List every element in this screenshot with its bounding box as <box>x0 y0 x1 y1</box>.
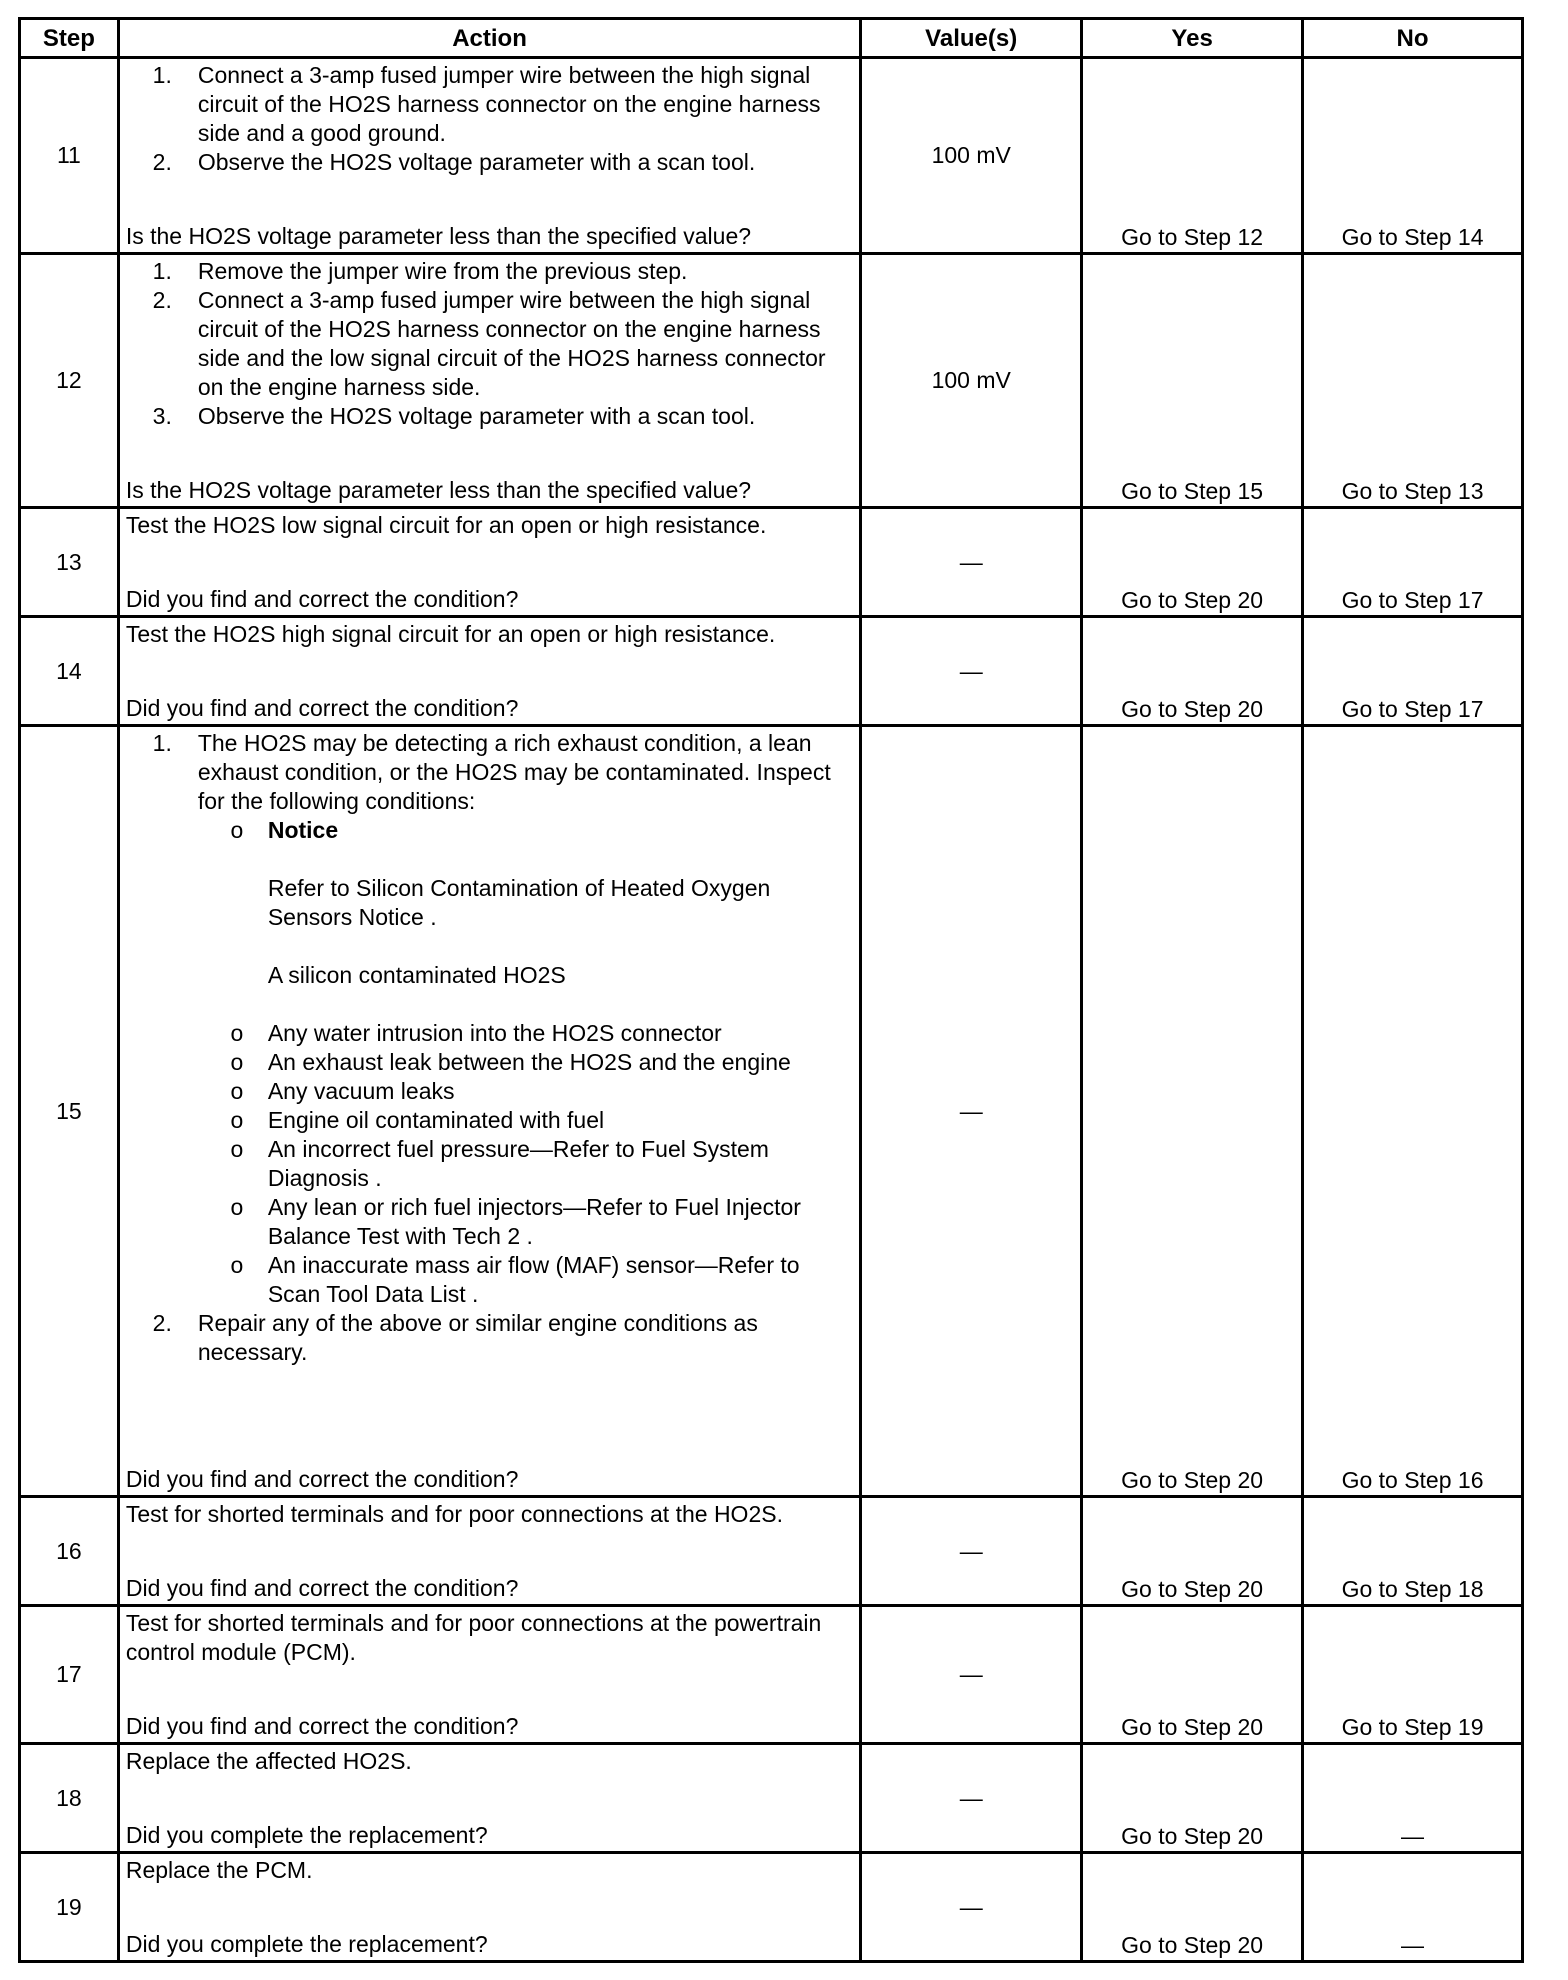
yes-cell: Go to Step 20 <box>1082 726 1303 1497</box>
action-text: Replace the affected HO2S. <box>125 1748 412 1774</box>
list-item: 1. The HO2S may be detecting a rich exhaust condition, a lean exhaust condition, or the HO2S may be contaminated. Inspect for the following conditions: o Notice Refer to Silicon Contamination of Heated Oxygen Sensors Notice . A silicon contaminated HO2S o Any water intrusion into the HO2S connector o An exhaust leak between the HO2S and the engine o Any vacuum leaks o Engine oil contaminated with fuel o An incorrect fuel pressure—Refer to Fuel System Diagnosis . o Any lean or rich fuel injectors—Refer to Fuel Injector Balance Test with Tech 2 . o An inaccurate mass air flow (MAF) sensor—Refer to Scan Tool Data List . <box>126 729 855 1309</box>
bullet-icon: o <box>230 817 244 843</box>
list-item: 2. Repair any of the above or similar engine conditions as necessary. <box>152 1310 758 1365</box>
action-text: The HO2S may be detecting a rich exhaust condition, a lean exhaust condition, or the HO2S may be contaminated. Inspect for the following conditions: <box>197 730 831 814</box>
step-number: 14 <box>20 617 119 726</box>
header-action: Action <box>118 19 860 58</box>
list-item: 1. Connect a 3-amp fused jumper wire between the high signal circuit of the HO2S harness connector on the engine harness side and a good ground. <box>152 62 821 146</box>
action-text: Replace the PCM. <box>125 1857 313 1883</box>
table-row <box>20 58 1523 254</box>
action-text: Test the HO2S high signal circuit for an open or high resistance. <box>125 621 776 647</box>
yes-cell: Go to Step 20 <box>1082 508 1303 617</box>
action-cell <box>118 1606 860 1744</box>
step-number: 18 <box>20 1744 119 1853</box>
header-values: Value(s) <box>861 19 1082 58</box>
no-cell: Go to Step 19 <box>1303 1606 1523 1744</box>
step-number: 11 <box>20 58 119 254</box>
list-item <box>198 816 835 1019</box>
action-question: Did you find and correct the condition? <box>125 1466 519 1492</box>
header-yes: Yes <box>1082 19 1303 58</box>
yes-cell: Go to Step 20 <box>1082 617 1303 726</box>
action-question: Is the HO2S voltage parameter less than the specified value? <box>125 477 752 503</box>
notice-sub: A silicon contaminated HO2S <box>267 962 566 988</box>
action-question: Did you find and correct the condition? <box>125 1713 519 1739</box>
list-item: o An incorrect fuel pressure—Refer to Fuel System Diagnosis . <box>198 1135 835 1193</box>
notice-title: Notice <box>267 817 339 843</box>
step-number: 17 <box>20 1606 119 1744</box>
no-cell: Go to Step 13 <box>1303 254 1523 508</box>
action-cell <box>118 617 860 726</box>
list-item: o An inaccurate mass air flow (MAF) sensor—Refer to Scan Tool Data List . <box>198 1251 835 1309</box>
value-cell: — <box>861 726 1082 1497</box>
action-text: Test for shorted terminals and for poor connections at the powertrain control module (PCM). <box>125 1610 822 1665</box>
bullet-icon: o <box>230 1078 244 1104</box>
notice-text: Refer to Silicon Contamination of Heated Oxygen Sensors Notice . <box>267 875 771 930</box>
value-cell: — <box>861 1853 1082 1962</box>
table-row <box>20 1744 1523 1853</box>
action-cell <box>118 1744 860 1853</box>
table-row <box>20 726 1523 1497</box>
action-text: Test for shorted terminals and for poor connections at the HO2S. <box>125 1501 783 1527</box>
table-row <box>20 617 1523 726</box>
no-cell: Go to Step 17 <box>1303 508 1523 617</box>
no-cell: — <box>1303 1744 1523 1853</box>
list-item: 1. Remove the jumper wire from the previous step. <box>152 258 688 284</box>
list-item: o Any water intrusion into the HO2S connector <box>198 1019 835 1048</box>
step-number: 16 <box>20 1497 119 1606</box>
table-row <box>20 254 1523 508</box>
no-cell: Go to Step 14 <box>1303 58 1523 254</box>
yes-cell: Go to Step 20 <box>1082 1853 1303 1962</box>
yes-cell: Go to Step 12 <box>1082 58 1303 254</box>
no-cell: Go to Step 16 <box>1303 726 1523 1497</box>
action-cell <box>118 58 860 254</box>
table-row <box>20 1606 1523 1744</box>
step-number: 19 <box>20 1853 119 1962</box>
step-number: 13 <box>20 508 119 617</box>
list-item: o Any vacuum leaks <box>198 1077 835 1106</box>
bullet-icon: o <box>230 1194 244 1220</box>
action-question: Did you complete the replacement? <box>125 1822 488 1848</box>
action-list <box>126 61 855 177</box>
list-item: 3. Observe the HO2S voltage parameter with a scan tool. <box>152 403 756 429</box>
value-cell: — <box>861 508 1082 617</box>
yes-cell: Go to Step 15 <box>1082 254 1303 508</box>
value-cell: 100 mV <box>861 254 1082 508</box>
header-no: No <box>1303 19 1523 58</box>
no-cell: — <box>1303 1853 1523 1962</box>
bullet-icon: o <box>230 1252 244 1278</box>
list-item: 2. Connect a 3-amp fused jumper wire between the high signal circuit of the HO2S harness connector on the engine harness side and the low signal circuit of the HO2S harness connector on the engine harness side. <box>152 287 826 400</box>
value-cell: 100 mV <box>861 58 1082 254</box>
action-list <box>126 729 855 1367</box>
action-question: Is the HO2S voltage parameter less than the specified value? <box>125 223 752 249</box>
value-cell: — <box>861 1744 1082 1853</box>
step-number: 12 <box>20 254 119 508</box>
action-cell <box>118 254 860 508</box>
value-cell: — <box>861 1497 1082 1606</box>
header-row <box>20 19 1523 58</box>
bullet-icon: o <box>230 1107 244 1133</box>
action-question: Did you find and correct the condition? <box>125 1575 519 1601</box>
no-cell: Go to Step 17 <box>1303 617 1523 726</box>
list-item: o An exhaust leak between the HO2S and the engine <box>198 1048 835 1077</box>
bullet-icon: o <box>230 1136 244 1162</box>
list-item: o Any lean or rich fuel injectors—Refer to Fuel Injector Balance Test with Tech 2 . <box>198 1193 835 1251</box>
action-cell <box>118 1853 860 1962</box>
condition-list <box>198 816 835 1309</box>
action-cell <box>118 1497 860 1606</box>
table-row <box>20 1853 1523 1962</box>
yes-cell: Go to Step 20 <box>1082 1606 1303 1744</box>
list-item: o Engine oil contaminated with fuel <box>198 1106 835 1135</box>
action-cell <box>118 508 860 617</box>
action-question: Did you complete the replacement? <box>125 1931 488 1957</box>
no-cell: Go to Step 18 <box>1303 1497 1523 1606</box>
action-list <box>126 257 855 431</box>
list-item: 2. Observe the HO2S voltage parameter with a scan tool. <box>152 149 756 175</box>
step-number: 15 <box>20 726 119 1497</box>
action-question: Did you find and correct the condition? <box>125 586 519 612</box>
value-cell: — <box>861 1606 1082 1744</box>
table-row <box>20 1497 1523 1606</box>
action-cell <box>118 726 860 1497</box>
action-text: Test the HO2S low signal circuit for an open or high resistance. <box>125 512 767 538</box>
yes-cell: Go to Step 20 <box>1082 1497 1303 1606</box>
table-row <box>20 508 1523 617</box>
action-question: Did you find and correct the condition? <box>125 695 519 721</box>
bullet-icon: o <box>230 1049 244 1075</box>
value-cell: — <box>861 617 1082 726</box>
bullet-icon: o <box>230 1020 244 1046</box>
header-step: Step <box>20 19 119 58</box>
diagnostic-table <box>18 17 1524 1963</box>
yes-cell: Go to Step 20 <box>1082 1744 1303 1853</box>
